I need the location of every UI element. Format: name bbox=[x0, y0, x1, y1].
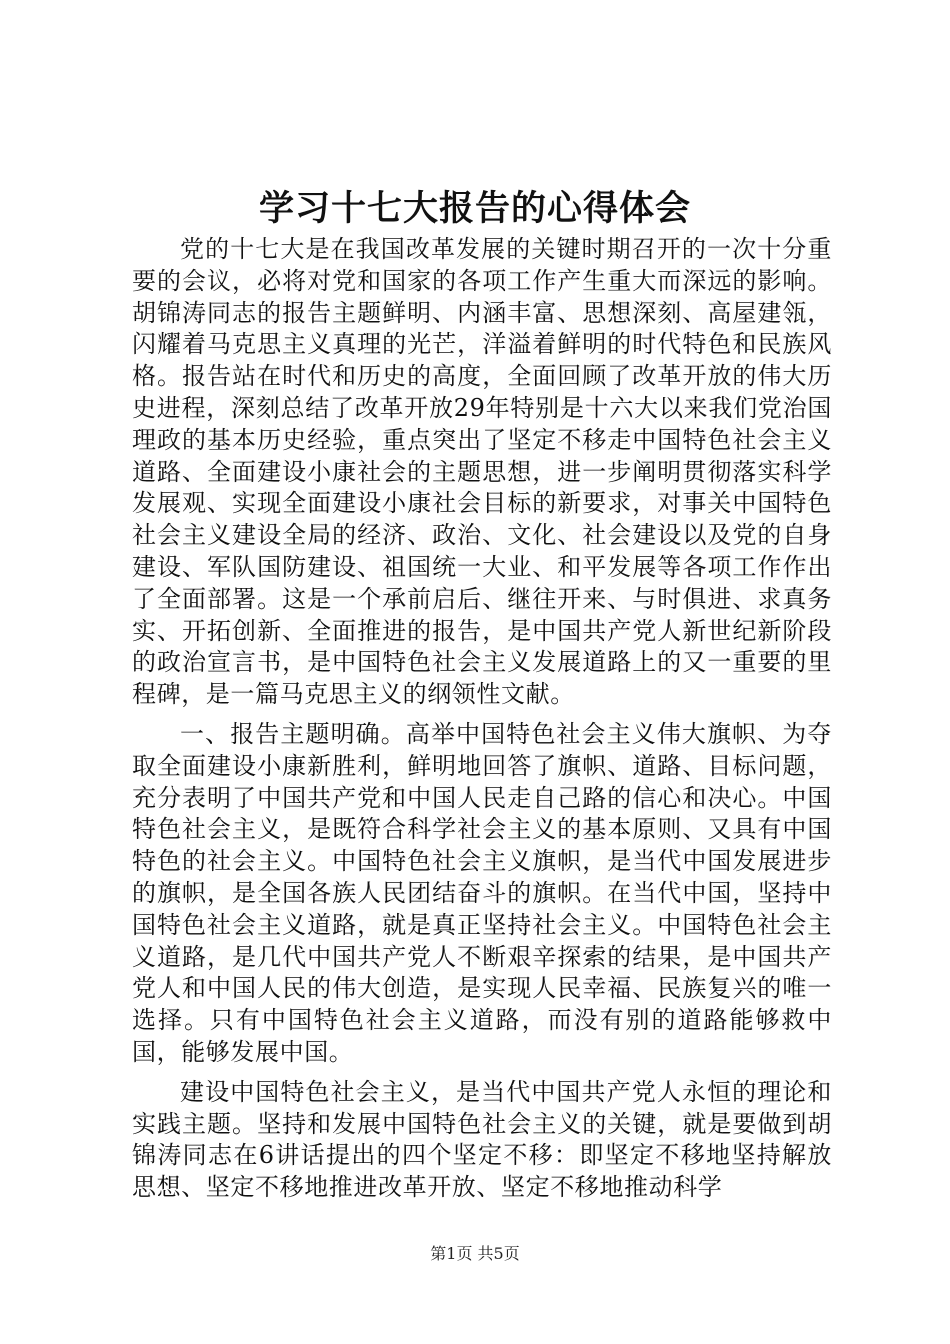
document-body bbox=[132, 234, 832, 1204]
body-paragraph-3: 建设中国特色社会主义，是当代中国共产党人永恒的理论和实践主题。坚持和发展中国特色社会主义的关键，就是要做到胡锦涛同志在6讲话提出的四个坚定不移：即坚定不移地坚持解放思想、坚定不移地推进改革开放、坚定不移地推动科学 bbox=[132, 1077, 832, 1202]
body-paragraph-2: 一、报告主题明确。高举中国特色社会主义伟大旗帜、为夺取全面建设小康新胜利，鲜明地回答了旗帜、道路、目标问题，充分表明了中国共产党和中国人民走自己路的信心和决心。中国特色社会主义，是既符合科学社会主义的基本原则、又具有中国特色的社会主义。中国特色社会主义旗帜，是当代中国发展进步的旗帜，是全国各族人民团结奋斗的旗帜。在当代中国，坚持中国特色社会主义道路，就是真正坚持社会主义。中国特色社会主义道路，是几代中国共产党人不断艰辛探索的结果，是中国共产党人和中国人民的伟大创造，是实现人民幸福、民族复兴的唯一选择。只有中国特色社会主义道路，而没有别的道路能够救中国，能够发展中国。 bbox=[132, 719, 832, 1066]
body-paragraph-1: 党的十七大是在我国改革发展的关键时期召开的一次十分重要的会议，必将对党和国家的各项工作产生重大而深远的影响。胡锦涛同志的报告主题鲜明、内涵丰富、思想深刻、高屋建瓴，闪耀着马克思主义真理的光芒，洋溢着鲜明的时代特色和民族风格。报告站在时代和历史的高度，全面回顾了改革开放的伟大历史进程，深刻总结了改革开放29年特别是十六大以来我们党治国理政的基本历史经验，重点突出了坚定不移走中国特色社会主义道路、全面建设小康社会的主题思想，进一步阐明贯彻落实科学发展观、实现全面建设小康社会目标的新要求，对事关中国特色社会主义建设全局的经济、政治、文化、社会建设以及党的自身建设、军队国防建设、祖国统一大业、和平发展等各项工作作出了全面部署。这是一个承前启后、继往开来、与时俱进、求真务实、开拓创新、全面推进的报告，是中国共产党人新世纪新阶段的政治宣言书，是中国特色社会主义发展道路上的又一重要的里程碑，是一篇马克思主义的纲领性文献。 bbox=[132, 235, 832, 709]
document-title: 学习十七大报告的心得体会 bbox=[258, 188, 691, 229]
page-footer: 第1页 共5页 bbox=[430, 1244, 520, 1263]
